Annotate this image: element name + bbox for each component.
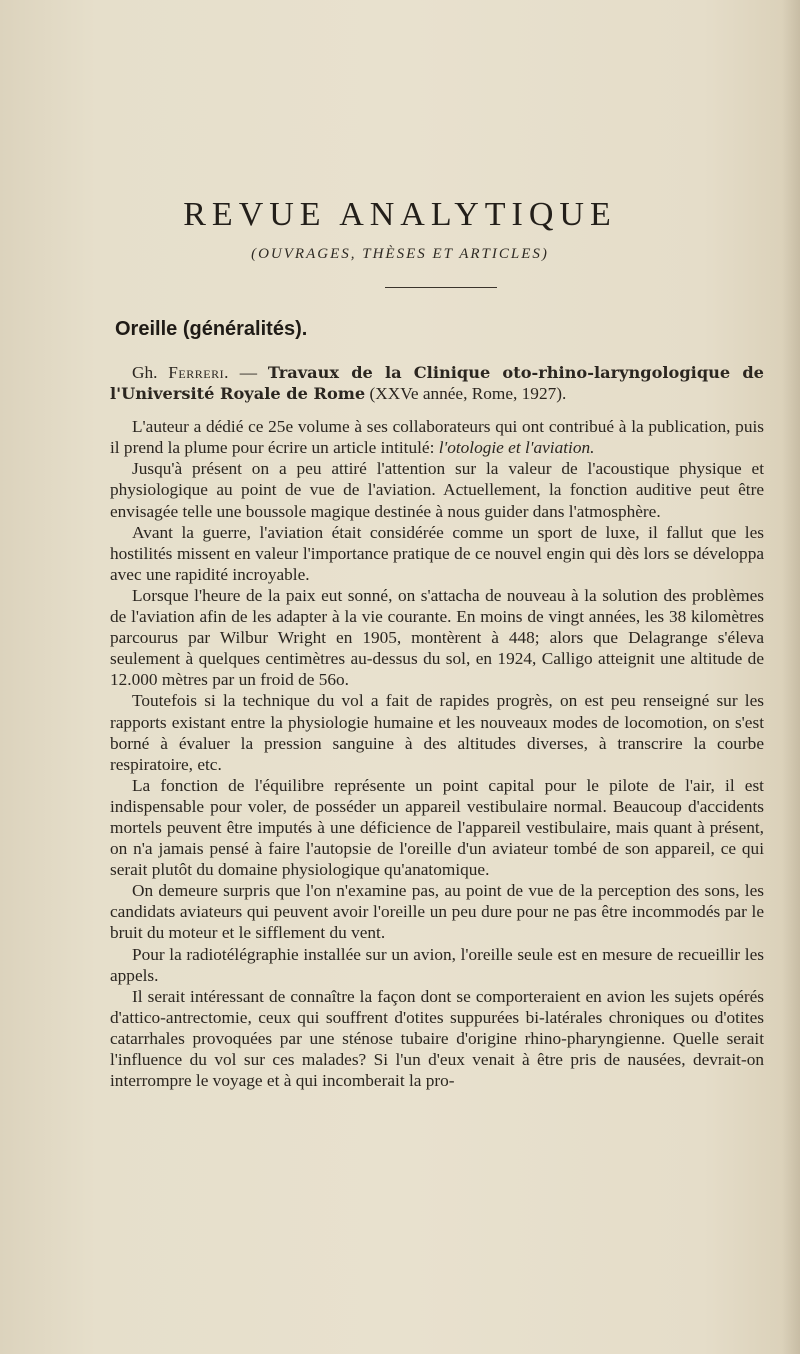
reference-dash: — [239, 363, 258, 382]
section-heading: Oreille (généralités). [115, 318, 308, 340]
paragraph: Pour la radiotélégraphie installée sur un avion, l'oreille seule est en mesure de recueillir les appels. [110, 944, 764, 985]
title-divider [385, 287, 497, 288]
paragraph: La fonction de l'équilibre représente un point capital pour le pilote de l'air, il est indispensable pour voler, de posséder un appareil vestibulaire normal. Beaucoup d'accidents mortels peuvent être imputés à une déficience de l'appareil vestibulaire, mais quant à présent, on n'a jamais pensé à faire l'autopsie de l'oreille d'un aviateur tombé de son appareil, ce qui serait plutôt du domaine physiologique qu'anatomique. [110, 775, 764, 880]
paragraph: L'auteur a dédié ce 25e volume à ses collaborateurs qui ont contribué à la publication, puis il prend la plume pour écrire un article intitulé: l'otologie et l'aviation. [110, 417, 764, 458]
paragraph: On demeure surpris que l'on n'examine pas, au point de vue de la perception des sons, les candidats aviateurs qui peuvent avoir l'oreille un peu dure pour ne pas être incommodés par le bruit du moteur et le sifflement du vent. [110, 881, 764, 943]
paragraph: Toutefois si la technique du vol a fait de rapides progrès, on est peu renseigné sur les rapports existant entre la physiologie humaine et les nouveaux modes de locomotion, on s'est borné à évaluer la pression sanguine à des altitudes diverses, à transcrire la courbe respiratoire, etc. [110, 691, 764, 774]
paragraph: Il serait intéressant de connaître la façon dont se comporteraient en avion les sujets opérés d'attico-antrectomie, ceux qui souffrent d'otites suppurées bi-latérales chroniques ou d'otites catarrhales provoquées par une sténose tubaire d'origine rhino-pharyngienne. Quelle serait l'influence du vol sur ces malades? Si l'un d'eux venait à être pris de nausées, devrait-on interrompre le voyage et à qui incomberait la pro- [110, 986, 764, 1091]
paragraph: Lorsque l'heure de la paix eut sonné, on s'attacha de nouveau à la solution des problèmes de l'aviation afin de les adapter à la vie courante. En moins de vingt années, les 38 kilomètres parcourus par Wilbur Wright en 1905, montèrent à 448; alors que Delagrange s'éleva seulement à quelques centimètres au-dessus du sol, en 1924, Calligo atteignit une altitude de 12.000 mètres par un froid de 56o. [110, 585, 764, 690]
page-title: REVUE ANALYTIQUE [183, 196, 617, 233]
author-initial: Gh. [132, 363, 158, 382]
paragraph: Jusqu'à présent on a peu attiré l'attention sur la valeur de l'acoustique physique et physiologique au point de vue de l'aviation. Actuellement, la fonction auditive peut être envisagée telle une boussole magique destinée à nous guider dans l'atmosphère. [110, 459, 764, 521]
page-subtitle: (OUVRAGES, THÈSES ET ARTICLES) [251, 246, 549, 262]
author-name: Ferreri. [168, 363, 229, 382]
work-title: Travaux de la Clinique oto-rhino-laryngologique de l'Université Royale de Rome [110, 363, 764, 404]
reference-details: (XXVe année, Rome, 1927). [369, 384, 567, 404]
article-body [110, 362, 764, 1091]
reference-entry [110, 362, 764, 404]
paragraph: Avant la guerre, l'aviation était considérée comme un sport de luxe, il fallut que les hostilités missent en valeur l'importance pratique de ce nouvel engin qui dès lors se développa avec une rapidité incroyable. [110, 522, 764, 584]
